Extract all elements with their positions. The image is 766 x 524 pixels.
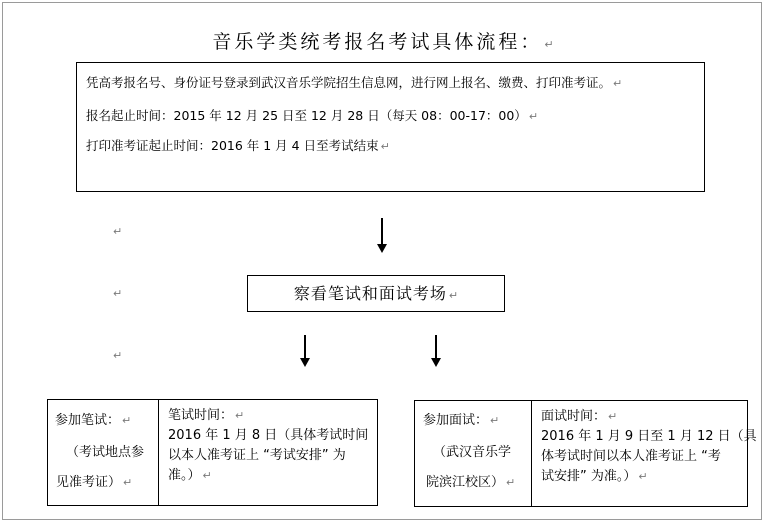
- paragraph-mark-icon: ↵: [490, 414, 500, 427]
- written-exam-detail-cell: [159, 400, 377, 505]
- written-exam-time-detail: 2016 年 1 月 8 日（具体考试时间: [168, 428, 369, 443]
- paragraph-mark-icon: ↵: [113, 225, 123, 238]
- paragraph-mark-icon: ↵: [448, 289, 459, 302]
- interview-exam-time-detail: 体考试时间以本人准考证上 “考: [541, 449, 721, 464]
- written-exam-box: [47, 399, 378, 506]
- interview-exam-location-note: （武汉音乐学: [433, 445, 512, 460]
- written-exam-time-label: 笔试时间： ↵: [168, 408, 245, 423]
- paragraph-mark-icon: ↵: [123, 476, 133, 489]
- written-exam-time-detail: 准。） ↵: [168, 468, 212, 483]
- paragraph-mark-icon: ↵: [202, 469, 212, 482]
- written-exam-location-note: 见准考证） ↵: [56, 475, 133, 490]
- paragraph-mark-icon: ↵: [122, 414, 132, 427]
- page-title: 音乐学类统考报名考试具体流程： ↵: [212, 31, 554, 53]
- interview-exam-label-cell: [415, 401, 532, 506]
- interview-exam-label: 参加面试： ↵: [423, 413, 500, 428]
- paragraph-mark-icon: ↵: [506, 476, 516, 489]
- interview-exam-time-label: 面试时间： ↵: [541, 409, 618, 424]
- paragraph-mark-icon: ↵: [608, 410, 618, 423]
- paragraph-mark-icon: ↵: [113, 287, 123, 300]
- paragraph-mark-icon: ↵: [613, 77, 623, 90]
- paragraph-mark-icon: ↵: [544, 38, 554, 51]
- paragraph-mark-icon: ↵: [380, 140, 390, 153]
- paragraph-mark-icon: ↵: [235, 409, 245, 422]
- print-ticket-period: 打印准考证起止时间：2016 年 1 月 4 日至考试结束 ↵: [86, 138, 390, 153]
- interview-exam-time-detail: 试安排” 为准。） ↵: [541, 469, 648, 484]
- interview-exam-location-note: 院滨江校区） ↵: [426, 475, 516, 490]
- interview-exam-box: [414, 400, 757, 507]
- written-exam-time-detail: 以本人准考证上 “考试安排” 为: [168, 448, 346, 463]
- paragraph-mark-icon: ↵: [113, 349, 123, 362]
- interview-exam-time-detail: 2016 年 1 月 9 日至 1 月 12 日（具: [541, 429, 757, 444]
- registration-period: 报名起止时间：2015 年 12 月 25 日至 12 月 28 日（每天 08：00-17：00） ↵: [86, 108, 539, 123]
- registration-info-box: [76, 62, 705, 192]
- paragraph-mark-icon: ↵: [638, 470, 648, 483]
- written-exam-label-cell: [48, 400, 159, 505]
- interview-exam-detail-cell: [532, 401, 757, 506]
- registration-instructions: 凭高考报名号、身份证号登录到武汉音乐学院招生信息网，进行网上报名、缴费、打印准考证。 ↵: [86, 75, 623, 90]
- written-exam-location-note: （考试地点参: [66, 445, 145, 460]
- paragraph-mark-icon: ↵: [528, 110, 539, 123]
- written-exam-label: 参加笔试： ↵: [55, 413, 132, 428]
- check-exam-rooms-step: 察看笔试和面试考场 ↵: [247, 275, 505, 312]
